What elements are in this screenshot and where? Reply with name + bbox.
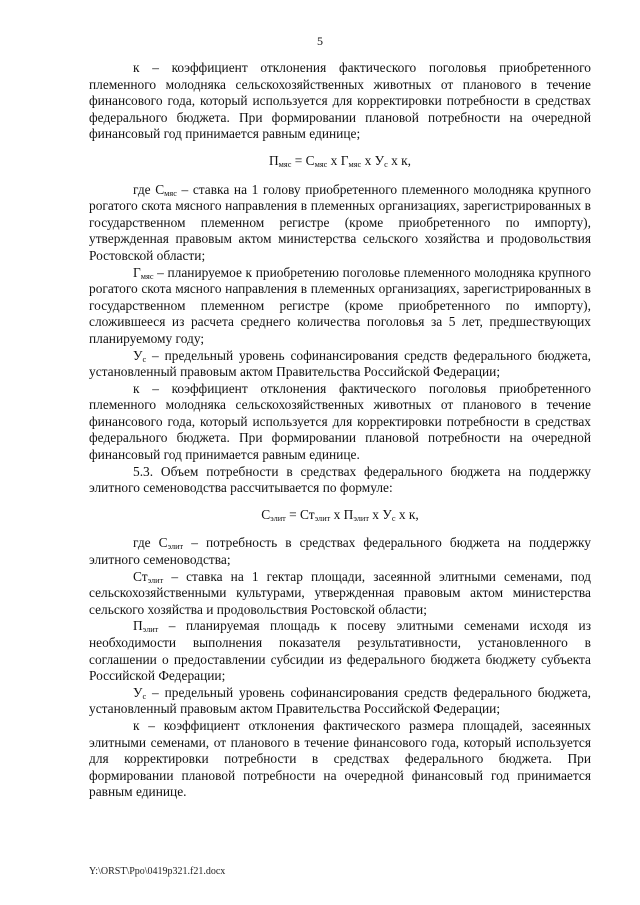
definition-text: – планируемое к приобретению поголовье племенного молодняка крупного рогатого скота мясного направления в племенных организациях, зарегистрированных в государственном племенном регистре (кроме приобретенного по импорту), сложившееся из расчета среднего количества поголовья за 5 лет, предшествующих планируемому году; (89, 264, 591, 346)
variable: С (158, 535, 168, 551)
formula-var: Г (340, 152, 349, 168)
formula-op: = (285, 506, 301, 522)
formula-var: С (305, 152, 315, 168)
formula-lhs: П (268, 152, 279, 168)
formula-lhs: С (261, 506, 271, 522)
formula-sub: мяс (348, 160, 362, 170)
paragraph-section-5-3: 5.3. Объем потребности в средствах федерального бюджета на поддержку элитного семеноводства рассчитывается по формуле: (89, 463, 591, 496)
lead-word: где (133, 181, 156, 197)
formula-sub: элит (353, 513, 369, 523)
definition-text: – предельный уровень софинансирования средств федерального бюджета, установленный правовым актом Правительства Российской Федерации; (89, 684, 591, 717)
lead-word: где (133, 535, 159, 551)
formula-op: = (291, 152, 306, 168)
formula-var: У (374, 152, 385, 168)
formula-sub: мяс (278, 160, 292, 170)
formula-sub: мяс (314, 160, 328, 170)
variable-sub: элит (167, 542, 184, 552)
variable: Г (133, 264, 141, 280)
formula-elite-seed (89, 507, 591, 524)
paragraph-def-g-meat (89, 265, 591, 348)
variable-sub: элит (147, 575, 164, 585)
page-number: 5 (317, 34, 323, 48)
variable: С (155, 181, 165, 197)
file-path-footer: Y:\ORST\Ppo\0419p321.f21.docx (89, 866, 226, 877)
definition-text: – предельный уровень софинансирования средств федерального бюджета, установленный правовым актом Правительства Российской Федерации; (89, 347, 591, 380)
paragraph-k-coefficient-area: к – коэффициент отклонения фактического размера площадей, засеянных элитными семенами, от планового в течение финансового года, который используется для корректировки потребности в средствах федерального бюджета. При формировании плановой потребности на очередной финансовый год принимается равным единице. (89, 717, 591, 800)
formula-sub: с (384, 160, 388, 170)
formula-op: х (368, 506, 383, 522)
variable-sub: с (142, 354, 147, 364)
formula-op: х к, (395, 506, 419, 522)
formula-op: х (361, 152, 375, 168)
formula-meat-cattle (89, 153, 591, 170)
definition-text: – планируемая площадь к посеву элитными семенами исходя из необходимости выполнения показателя результативности, установленного в соглашении о предоставлении субсидии из федерального бюджета бюджету субъекта Российской Федерации; (89, 618, 591, 684)
document-body (89, 60, 591, 801)
formula-op: х (327, 152, 341, 168)
paragraph-def-c-meat (89, 182, 591, 265)
variable: У (133, 347, 143, 363)
formula-var: П (343, 506, 354, 522)
formula-sub: элит (270, 513, 286, 523)
variable: Ст (133, 568, 148, 584)
formula-var: У (382, 506, 392, 522)
paragraph-def-u (89, 348, 591, 381)
paragraph-def-c-elite (89, 535, 591, 568)
paragraph-def-p-elite (89, 618, 591, 684)
formula-var: Ст (300, 506, 315, 522)
paragraph-def-st-elite (89, 569, 591, 619)
formula-op: х к, (387, 152, 412, 168)
paragraph-def-u-2 (89, 685, 591, 718)
formula-sub: элит (314, 513, 331, 523)
variable: У (133, 684, 143, 700)
variable-sub: мяс (164, 188, 177, 198)
definition-text: – потребность в средствах федерального бюджета на поддержку элитного семеноводства; (89, 535, 591, 568)
variable-sub: мяс (140, 271, 154, 281)
variable-sub: элит (142, 625, 159, 635)
paragraph-k-coefficient-livestock: к – коэффициент отклонения фактического поголовья приобретенного племенного молодняка сельскохозяйственных животных от планового в течение финансового года, который используется для корректировки потребности в средствах федерального бюджета. При формировании плановой потребности на очередной финансовый год принимается равным единице; (89, 60, 591, 142)
formula-sub: с (391, 513, 396, 523)
definition-text: – ставка на 1 голову приобретенного племенного молодняка крупного рогатого скота мясного направления в племенных организациях, зарегистрированных в государственном племенном регистре (кроме приобретенного по импорту), утвержденная правовым актом министерства сельского хозяйства и продовольствия Ростовской области; (89, 181, 591, 263)
variable-sub: с (142, 691, 147, 701)
paragraph-k-coefficient-livestock-2: к – коэффициент отклонения фактического поголовья приобретенного племенного молодняка сельскохозяйственных животных от планового в течение финансового года, который используется для корректировки потребности в средствах федерального бюджета. При формировании плановой потребности на очередной финансовый год принимается равным единице. (89, 380, 591, 463)
definition-text: – ставка на 1 гектар площади, засеянной элитными семенами, под сельскохозяйственными культурами, утвержденная правовым актом министерства сельского хозяйства и продовольствия Ростовской области; (89, 568, 591, 617)
variable: П (133, 618, 143, 634)
formula-op: х (330, 506, 344, 522)
